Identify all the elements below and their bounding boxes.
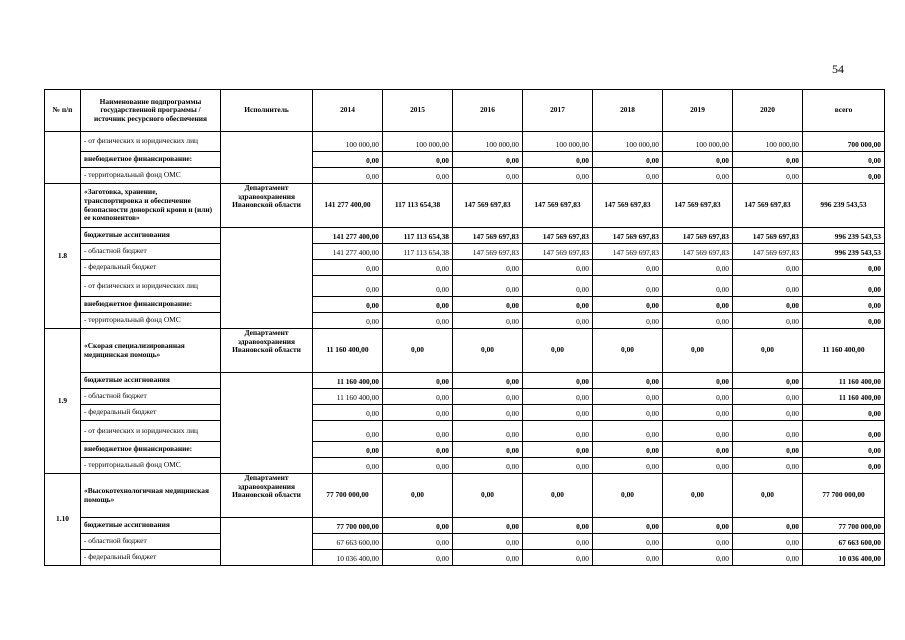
year-value-cell: 0,00: [733, 329, 803, 373]
year-value-cell: 0,00: [453, 458, 523, 474]
year-value-cell: 147 569 697,83: [453, 244, 523, 260]
year-value-cell: 0,00: [663, 518, 733, 534]
year-value-cell: 0,00: [593, 329, 663, 373]
year-value-cell: 0,00: [663, 442, 733, 458]
total-cell: 700 000,00: [803, 132, 885, 152]
total-cell: 10 036 400,00: [803, 550, 885, 566]
header-year: 2018: [593, 90, 663, 132]
year-value-cell: 0,00: [663, 329, 733, 373]
year-value-cell: 0,00: [383, 518, 453, 534]
source-label: - областной бюджет: [81, 244, 221, 260]
year-value-cell: 0,00: [453, 389, 523, 405]
table-row: [45, 373, 885, 389]
table-row: [45, 313, 885, 329]
year-value-cell: 100 000,00: [453, 132, 523, 152]
year-value-cell: 11 160 400,00: [313, 373, 383, 389]
year-value-cell: 0,00: [593, 518, 663, 534]
year-value-cell: 0,00: [453, 260, 523, 276]
year-value-cell: 117 113 654,38: [383, 244, 453, 260]
year-value-cell: 0,00: [453, 518, 523, 534]
year-value-cell: 0,00: [523, 534, 593, 550]
header-year: 2015: [383, 90, 453, 132]
year-value-cell: 0,00: [313, 421, 383, 442]
year-value-cell: 141 277 400,00: [313, 184, 383, 228]
year-value-cell: 147 569 697,83: [663, 244, 733, 260]
source-label: бюджетные ассигнования: [81, 518, 221, 534]
year-value-cell: 77 700 000,00: [313, 474, 383, 518]
year-value-cell: 147 569 697,83: [523, 228, 593, 244]
row-number-cell: [45, 132, 81, 184]
page-number: 54: [832, 62, 844, 76]
total-cell: 67 663 600,00: [803, 534, 885, 550]
year-value-cell: 100 000,00: [593, 132, 663, 152]
section-number: 1.10: [45, 474, 81, 566]
section-number: 1.8: [45, 184, 81, 329]
year-value-cell: 100 000,00: [523, 132, 593, 152]
year-value-cell: 0,00: [313, 276, 383, 297]
source-label: бюджетные ассигнования: [81, 228, 221, 244]
year-value-cell: 0,00: [593, 373, 663, 389]
section-title-row: [45, 474, 885, 518]
header-name: Наименование подпрограммы государственной программы / источник ресурсного обеспечения: [81, 90, 221, 132]
source-label: - территориальный фонд ОМС: [81, 458, 221, 474]
year-value-cell: 147 569 697,83: [593, 244, 663, 260]
source-label: - федеральный бюджет: [81, 405, 221, 421]
year-value-cell: 0,00: [663, 458, 733, 474]
table-row: [45, 152, 885, 168]
header-row: [45, 90, 885, 132]
year-value-cell: 147 569 697,83: [663, 228, 733, 244]
year-value-cell: 0,00: [663, 373, 733, 389]
table-row: [45, 442, 885, 458]
table-row: [45, 518, 885, 534]
year-value-cell: 0,00: [733, 389, 803, 405]
total-cell: 996 239 543,53: [803, 228, 885, 244]
year-value-cell: 0,00: [733, 297, 803, 313]
section-title-row: [45, 329, 885, 373]
executor-cell: [221, 228, 313, 329]
executor-cell: [221, 518, 313, 566]
table-row: [45, 421, 885, 442]
year-value-cell: 0,00: [593, 276, 663, 297]
year-value-cell: 0,00: [733, 260, 803, 276]
table-row: [45, 534, 885, 550]
year-value-cell: 0,00: [663, 297, 733, 313]
year-value-cell: 147 569 697,83: [523, 184, 593, 228]
year-value-cell: 0,00: [733, 458, 803, 474]
year-value-cell: 0,00: [383, 474, 453, 518]
year-value-cell: 0,00: [313, 168, 383, 184]
year-value-cell: 100 000,00: [663, 132, 733, 152]
year-value-cell: 0,00: [663, 550, 733, 566]
year-value-cell: 0,00: [663, 313, 733, 329]
year-value-cell: 0,00: [523, 442, 593, 458]
year-value-cell: 147 569 697,83: [593, 228, 663, 244]
table-row: [45, 297, 885, 313]
year-value-cell: 0,00: [523, 276, 593, 297]
year-value-cell: 117 113 654,38: [383, 228, 453, 244]
year-value-cell: 0,00: [593, 550, 663, 566]
total-cell: 0,00: [803, 313, 885, 329]
header-executor: Исполнитель: [221, 90, 313, 132]
table-row: [45, 389, 885, 405]
year-value-cell: 0,00: [453, 421, 523, 442]
total-cell: 996 239 543,53: [803, 184, 885, 228]
year-value-cell: 0,00: [733, 152, 803, 168]
header-num: № п/п: [45, 90, 81, 132]
year-value-cell: 0,00: [523, 260, 593, 276]
total-cell: 11 160 400,00: [803, 389, 885, 405]
year-value-cell: 0,00: [733, 550, 803, 566]
year-value-cell: 0,00: [593, 421, 663, 442]
year-value-cell: 0,00: [593, 405, 663, 421]
year-value-cell: 0,00: [663, 260, 733, 276]
year-value-cell: 0,00: [453, 550, 523, 566]
header-total: всего: [803, 90, 885, 132]
year-value-cell: 0,00: [313, 297, 383, 313]
year-value-cell: 0,00: [383, 442, 453, 458]
year-value-cell: 0,00: [453, 373, 523, 389]
year-value-cell: 0,00: [733, 276, 803, 297]
year-value-cell: 0,00: [733, 313, 803, 329]
year-value-cell: 0,00: [453, 297, 523, 313]
year-value-cell: 0,00: [523, 329, 593, 373]
year-value-cell: 0,00: [663, 152, 733, 168]
year-value-cell: 0,00: [523, 458, 593, 474]
year-value-cell: 0,00: [383, 389, 453, 405]
total-cell: 996 239 543,53: [803, 244, 885, 260]
year-value-cell: 0,00: [663, 534, 733, 550]
year-value-cell: 0,00: [593, 297, 663, 313]
year-value-cell: 147 569 697,83: [733, 244, 803, 260]
executor-cell: [221, 373, 313, 474]
year-value-cell: 0,00: [523, 313, 593, 329]
year-value-cell: 0,00: [523, 168, 593, 184]
year-value-cell: 0,00: [313, 313, 383, 329]
year-value-cell: 0,00: [733, 534, 803, 550]
total-cell: 0,00: [803, 297, 885, 313]
year-value-cell: 0,00: [593, 168, 663, 184]
year-value-cell: 0,00: [523, 421, 593, 442]
year-value-cell: 0,00: [313, 405, 383, 421]
year-value-cell: 0,00: [383, 152, 453, 168]
year-value-cell: 0,00: [313, 152, 383, 168]
source-label: - от физических и юридических лиц: [81, 421, 221, 442]
year-value-cell: 147 569 697,83: [733, 228, 803, 244]
section-executor: Департамент здравоохранения Ивановской области: [221, 184, 313, 228]
year-value-cell: 141 277 400,00: [313, 244, 383, 260]
year-value-cell: 0,00: [453, 442, 523, 458]
budget-table: [44, 89, 885, 566]
table-row: [45, 228, 885, 244]
total-cell: 0,00: [803, 405, 885, 421]
source-label: - от физических и юридических лиц: [81, 132, 221, 152]
total-cell: 11 160 400,00: [803, 329, 885, 373]
year-value-cell: 0,00: [383, 276, 453, 297]
year-value-cell: 0,00: [313, 260, 383, 276]
total-cell: 77 700 000,00: [803, 474, 885, 518]
year-value-cell: 0,00: [383, 297, 453, 313]
year-value-cell: 67 663 600,00: [313, 534, 383, 550]
year-value-cell: 0,00: [593, 442, 663, 458]
year-value-cell: 147 569 697,83: [663, 184, 733, 228]
year-value-cell: 0,00: [523, 550, 593, 566]
year-value-cell: 10 036 400,00: [313, 550, 383, 566]
year-value-cell: 0,00: [663, 389, 733, 405]
section-executor: Департамент здравоохранения Ивановской области: [221, 329, 313, 373]
year-value-cell: 0,00: [523, 474, 593, 518]
table-row: [45, 260, 885, 276]
year-value-cell: 147 569 697,83: [523, 244, 593, 260]
section-title: «Скорая специализированная медицинская помощь»: [81, 329, 221, 373]
year-value-cell: 100 000,00: [313, 132, 383, 152]
year-value-cell: 0,00: [523, 152, 593, 168]
year-value-cell: 147 569 697,83: [453, 184, 523, 228]
total-cell: 77 700 000,00: [803, 518, 885, 534]
table-row: [45, 458, 885, 474]
year-value-cell: 0,00: [383, 329, 453, 373]
year-value-cell: 100 000,00: [733, 132, 803, 152]
source-label: - от физических и юридических лиц: [81, 276, 221, 297]
source-label: - территориальный фонд ОМС: [81, 313, 221, 329]
year-value-cell: 0,00: [383, 421, 453, 442]
total-cell: 11 160 400,00: [803, 373, 885, 389]
source-label: бюджетные ассигнования: [81, 373, 221, 389]
year-value-cell: 0,00: [383, 550, 453, 566]
total-cell: 0,00: [803, 442, 885, 458]
year-value-cell: 0,00: [523, 518, 593, 534]
total-cell: 0,00: [803, 152, 885, 168]
year-value-cell: 0,00: [313, 442, 383, 458]
year-value-cell: 147 569 697,83: [733, 184, 803, 228]
year-value-cell: 0,00: [453, 313, 523, 329]
year-value-cell: 0,00: [523, 405, 593, 421]
year-value-cell: 0,00: [453, 405, 523, 421]
source-label: внебюджетное финансирование:: [81, 297, 221, 313]
year-value-cell: 0,00: [383, 260, 453, 276]
year-value-cell: 117 113 654,38: [383, 184, 453, 228]
year-value-cell: 0,00: [383, 313, 453, 329]
total-cell: 0,00: [803, 168, 885, 184]
year-value-cell: 11 160 400,00: [313, 389, 383, 405]
year-value-cell: 0,00: [453, 474, 523, 518]
year-value-cell: 147 569 697,83: [453, 228, 523, 244]
year-value-cell: 0,00: [523, 297, 593, 313]
year-value-cell: 0,00: [453, 168, 523, 184]
table-row: [45, 168, 885, 184]
year-value-cell: 0,00: [313, 458, 383, 474]
header-year: 2019: [663, 90, 733, 132]
year-value-cell: 147 569 697,83: [593, 184, 663, 228]
year-value-cell: 0,00: [663, 168, 733, 184]
year-value-cell: 0,00: [593, 474, 663, 518]
source-label: внебюджетное финансирование:: [81, 442, 221, 458]
year-value-cell: 0,00: [383, 168, 453, 184]
year-value-cell: 0,00: [593, 152, 663, 168]
year-value-cell: 0,00: [663, 474, 733, 518]
year-value-cell: 0,00: [383, 405, 453, 421]
year-value-cell: 0,00: [383, 458, 453, 474]
year-value-cell: 0,00: [593, 389, 663, 405]
year-value-cell: 0,00: [733, 474, 803, 518]
year-value-cell: 0,00: [733, 442, 803, 458]
year-value-cell: 0,00: [663, 405, 733, 421]
header-year: 2017: [523, 90, 593, 132]
source-label: внебюджетное финансирование:: [81, 152, 221, 168]
year-value-cell: 0,00: [453, 329, 523, 373]
table-row: [45, 550, 885, 566]
year-value-cell: 0,00: [733, 421, 803, 442]
section-title: «Высокотехнологичная медицинская помощь»: [81, 474, 221, 518]
year-value-cell: 0,00: [733, 518, 803, 534]
total-cell: 0,00: [803, 421, 885, 442]
year-value-cell: 0,00: [593, 260, 663, 276]
table-row: [45, 276, 885, 297]
year-value-cell: 0,00: [593, 313, 663, 329]
year-value-cell: 0,00: [733, 168, 803, 184]
source-label: - областной бюджет: [81, 534, 221, 550]
year-value-cell: 141 277 400,00: [313, 228, 383, 244]
source-label: - федеральный бюджет: [81, 260, 221, 276]
header-year: 2016: [453, 90, 523, 132]
year-value-cell: 0,00: [593, 458, 663, 474]
year-value-cell: 0,00: [383, 373, 453, 389]
year-value-cell: 0,00: [523, 373, 593, 389]
header-year: 2014: [313, 90, 383, 132]
table-row: [45, 132, 885, 152]
section-title: «Заготовка, хранение, транспортировка и обеспечение безопасности донорской крови и (или) ее компонентов»: [81, 184, 221, 228]
year-value-cell: 0,00: [453, 534, 523, 550]
year-value-cell: 11 160 400,00: [313, 329, 383, 373]
section-executor: Департамент здравоохранения Ивановской области: [221, 474, 313, 518]
year-value-cell: 0,00: [453, 152, 523, 168]
year-value-cell: 0,00: [663, 421, 733, 442]
year-value-cell: 0,00: [733, 373, 803, 389]
year-value-cell: 0,00: [593, 534, 663, 550]
header-year: 2020: [733, 90, 803, 132]
year-value-cell: 0,00: [663, 276, 733, 297]
year-value-cell: 100 000,00: [383, 132, 453, 152]
total-cell: 0,00: [803, 276, 885, 297]
year-value-cell: 0,00: [453, 276, 523, 297]
year-value-cell: 0,00: [523, 389, 593, 405]
section-title-row: [45, 184, 885, 228]
total-cell: 0,00: [803, 458, 885, 474]
source-label: - федеральный бюджет: [81, 550, 221, 566]
year-value-cell: 0,00: [383, 534, 453, 550]
year-value-cell: 0,00: [733, 405, 803, 421]
table-row: [45, 244, 885, 260]
executor-cell: [221, 132, 313, 184]
source-label: - областной бюджет: [81, 389, 221, 405]
total-cell: 0,00: [803, 260, 885, 276]
section-number: 1.9: [45, 329, 81, 474]
source-label: - территориальный фонд ОМС: [81, 168, 221, 184]
table-row: [45, 405, 885, 421]
year-value-cell: 77 700 000,00: [313, 518, 383, 534]
